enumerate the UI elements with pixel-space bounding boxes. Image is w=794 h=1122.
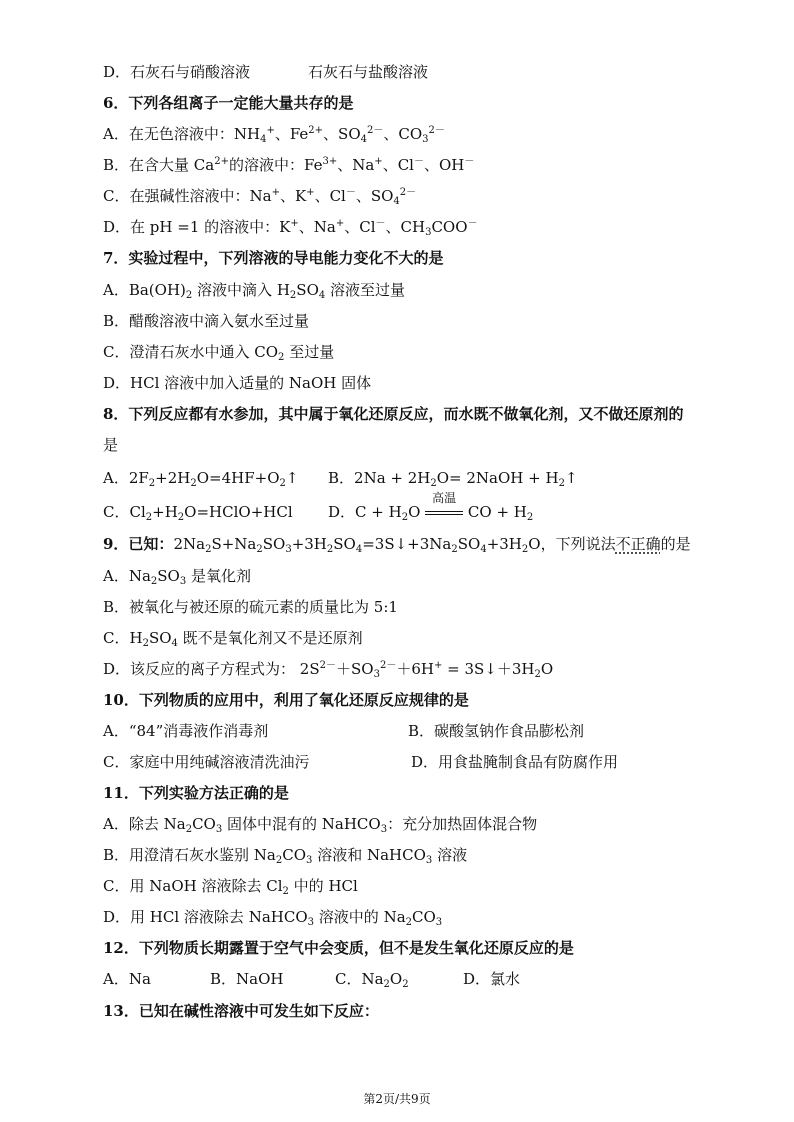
q7-option-a: A．$Ba(OH)_2$ 溶液中滴入 $H_2SO_4$ 溶液至过量 <box>103 281 406 301</box>
option-d-q5 <box>103 62 429 82</box>
q9-option-d: D．该反应的离子方程式为： $2S^{2-}+SO_3^{2-}+6H^+$ = $3S↓+3H_2O$ <box>103 660 554 680</box>
q6-option-a: A．在无色溶液中：$NH_4^+$、$Fe^{2+}$、$SO_4^{2-}$、$CO_3^{2-}$ <box>103 125 445 145</box>
question-13-stem: 13．已知在碱性溶液中可发生如下反应： <box>103 1002 379 1020</box>
q8-option-d: D．$C + H_2O$ 高温 CO + $H_2$ <box>328 502 533 522</box>
q8-options-cd <box>103 491 534 523</box>
question-7-stem: 7．实验过程中，下列溶液的导电能力变化不大的是 <box>103 249 444 267</box>
q10-option-d: D．用食盐腌制食品有防腐作用 <box>411 753 619 771</box>
question-8-stem-cont: 是 <box>103 436 119 454</box>
q10-option-a: A．“84”消毒液作消毒剂 <box>103 722 269 740</box>
q12-options <box>103 969 521 990</box>
question-8-stem: 8．下列反应都有水参加，其中属于氧化还原反应，而水既不做氧化剂，又不做还原剂的 <box>103 405 684 423</box>
question-6-stem: 6．下列各组离子一定能大量共存的是 <box>103 94 354 112</box>
q12-option-c: C．$Na_2O_2$ <box>335 970 409 990</box>
q9-option-a: A．$Na_2SO_3$ 是氧化剂 <box>103 567 252 587</box>
reaction-condition: 高温 <box>432 491 457 505</box>
question-11-stem: 11．下列实验方法正确的是 <box>103 784 289 802</box>
q6-option-d: D．在 pH =1 的溶液中：K+、Na+、Cl－、$CH_3COO^-$ <box>103 218 478 238</box>
q8-options-ab <box>103 468 578 489</box>
q10-options-cd <box>103 752 619 772</box>
q5-option-d-left: D．石灰石与硝酸溶液 <box>103 63 251 81</box>
q8-option-a: A．$2F_2+2H_2O=4HF+O_2↑$ <box>103 469 299 489</box>
q6-option-c: C．在强碱性溶液中：Na+、K+、Cl－、$SO_4^{2-}$ <box>103 187 417 207</box>
q11-option-d: D．用 HCl 溶液除去 NaHCO$_3$ 溶液中的 $Na_2CO_3$ <box>103 908 443 928</box>
q8-option-c: C．$Cl_2+H_2O=HClO+HCl$ <box>103 503 293 523</box>
q9-option-c: C．$H_2SO_4$ 既不是氧化剂又不是还原剂 <box>103 629 363 649</box>
q12-option-a: A．Na <box>103 970 151 988</box>
q12-option-b: B．NaOH <box>210 970 284 988</box>
page-number: 第2页/共9页 <box>363 1092 431 1106</box>
q7-option-c: C．澄清石灰水中通入 $CO_2$ 至过量 <box>103 343 335 363</box>
q7-option-d: D．HCl 溶液中加入适量的 NaOH 固体 <box>103 374 372 392</box>
question-10-stem: 10．下列物质的应用中，利用了氧化还原反应规律的是 <box>103 691 469 709</box>
q5-option-d-right: 石灰石与盐酸溶液 <box>308 63 429 81</box>
q10-options-ab <box>103 721 585 741</box>
q7-option-b: B．醋酸溶液中滴入氨水至过量 <box>103 312 310 330</box>
question-12-stem: 12．下列物质长期露置于空气中会变质，但不是发生氧化还原反应的是 <box>103 939 574 957</box>
q10-option-c: C．家庭中用纯碱溶液清洗油污 <box>103 753 310 771</box>
q11-option-b: B．用澄清石灰水鉴别 $Na_2CO_3$ 溶液和 NaHCO$_3$ 溶液 <box>103 846 468 866</box>
q8-option-b: B．$2Na + 2H_2O=$ 2NaOH + $H_2↑$ <box>328 469 578 489</box>
q11-option-c: C．用 NaOH 溶液除去 $Cl_2$ 中的 HCl <box>103 877 358 897</box>
question-9-stem: 9．已知：$2Na_2S+Na_2SO_3+3H_2SO_4=3S↓+3Na_2SO_4+3H_2O$，下列说法不正确的是 <box>103 535 691 555</box>
q9-option-b: B．被氧化与被还原的硫元素的质量比为 5:1 <box>103 598 398 616</box>
q10-option-b: B．碳酸氢钠作食品膨松剂 <box>408 722 585 740</box>
q11-option-a: A．除去 $Na_2CO_3$ 固体中混有的 NaHCO$_3$：充分加热固体混合物 <box>103 815 538 835</box>
q12-option-d: D．氯水 <box>463 970 521 988</box>
q6-option-b: B．在含大量 $Ca^{2+}$的溶液中：$Fe^{3+}$、Na+、Cl－、OH－ <box>103 156 475 174</box>
